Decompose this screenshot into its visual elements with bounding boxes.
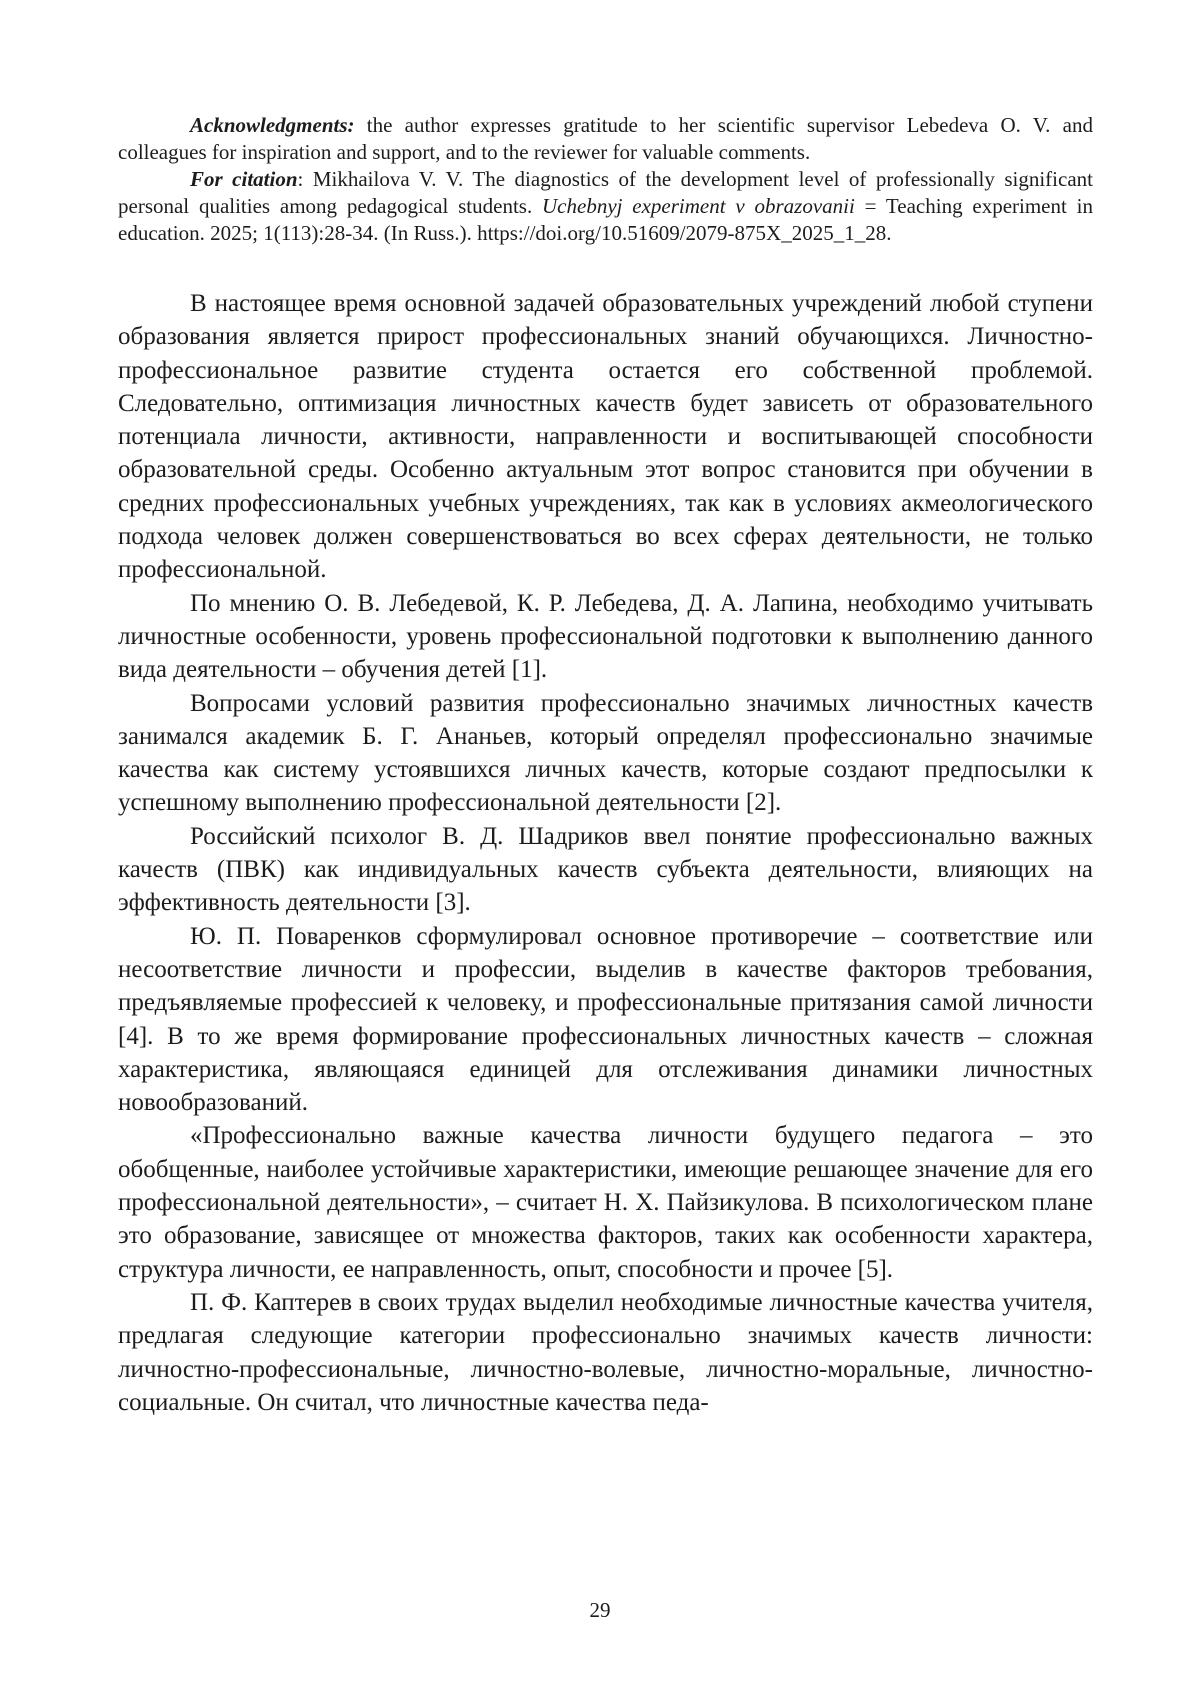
citation-paragraph [118,166,1093,247]
acknowledgments-label: Acknowledgments: [190,113,355,137]
article-body [118,287,1093,1419]
citation-colon: : [297,167,313,191]
body-paragraph: Российский психолог В. Д. Шадриков ввел понятие профессионально важных качеств (ПВК) как индивидуальных качеств субъекта деятельности, влияющих на эффективность деятельности [3]. [118,822,1093,917]
acknowledgments-text: the author expresses gratitude to her scientific supervisor Lebedeva O. V. and colleagues for inspiration and support, and to the reviewer for valuable comments. [118,113,1093,164]
document-page [118,112,1093,1592]
citation-text-before: Mikhailova V. V. The diagnostics of the development level of professionally significant personal qualities among pedagogical students. [118,167,1093,218]
page-number: 29 [589,1598,611,1622]
body-paragraph: Вопросами условий развития профессионально значимых личностных качеств занимался академик Б. Г. Ананьев, который определял профессионально значимые качества как систему устоявшихся личных качеств, которые создают предпосылки к успешному выполнению профессиональной деятельности [2]. [118,689,1093,817]
body-paragraph: Ю. П. Поваренков сформулировал основное противоречие – соответствие или несоответствие личности и профессии, выделив в качестве факторов требования, предъявляемые профессией к человеку, и профессиональные притязания самой личности [4]. В то же время формирование профессиональных личностных качеств – сложная характеристика, являющаяся единицей для отслеживания динамики личностных новообразований. [118,922,1093,1117]
body-paragraph: П. Ф. Каптерев в своих трудах выделил необходимые личностные качества учителя, предлагая следующие категории профессионально значимых качеств личности: личностно-профессиональные, личностно-волевые, личностно-моральные, личностно-социальные. Он считал, что личностные качества педа- [118,1288,1093,1416]
body-paragraph: По мнению О. В. Лебедевой, К. Р. Лебедева, Д. А. Лапина, необходимо учитывать личностные особенности, уровень профессиональной подготовки к выполнению данного вида деятельности – обучения детей [1]. [118,589,1093,684]
acknowledgments-paragraph [118,112,1093,166]
front-matter [118,112,1093,247]
body-paragraph: В настоящее время основной задачей образовательных учреждений любой ступени образования является прирост профессиональных знаний обучающихся. Личностно-профессиональное развитие студента остается его собственной проблемой. Следовательно, оптимизация личностных качеств будет зависеть от образовательного потенциала личности, активности, направленности и воспитывающей способности образовательной среды. Особенно актуальным этот вопрос становится при обучении в средних профессиональных учебных учреждениях, так как в условиях акмеологического подхода человек должен совершенствоваться во всех сферах деятельности, не только профессиональной. [118,290,1093,584]
citation-journal: Uchebnyj experiment v obrazovanii [542,194,855,218]
body-paragraph: «Профессионально важные качества личности будущего педагога – это обобщенные, наиболее устойчивые характеристики, имеющие решающее значение для его профессиональной деятельности», – считает Н. Х. Пайзикулова. В психологическом плане это образование, зависящее от множества факторов, таких как особенности характера, структура личности, ее направленность, опыт, способности и прочее [5]. [118,1122,1093,1283]
citation-label: For citation [190,167,298,191]
citation-text-after: = Teaching experiment in education. 2025; 1(113):28-34. (In Russ.). https://doi.org/10.51609/2079-875X_2025_1_28. [118,194,1093,245]
